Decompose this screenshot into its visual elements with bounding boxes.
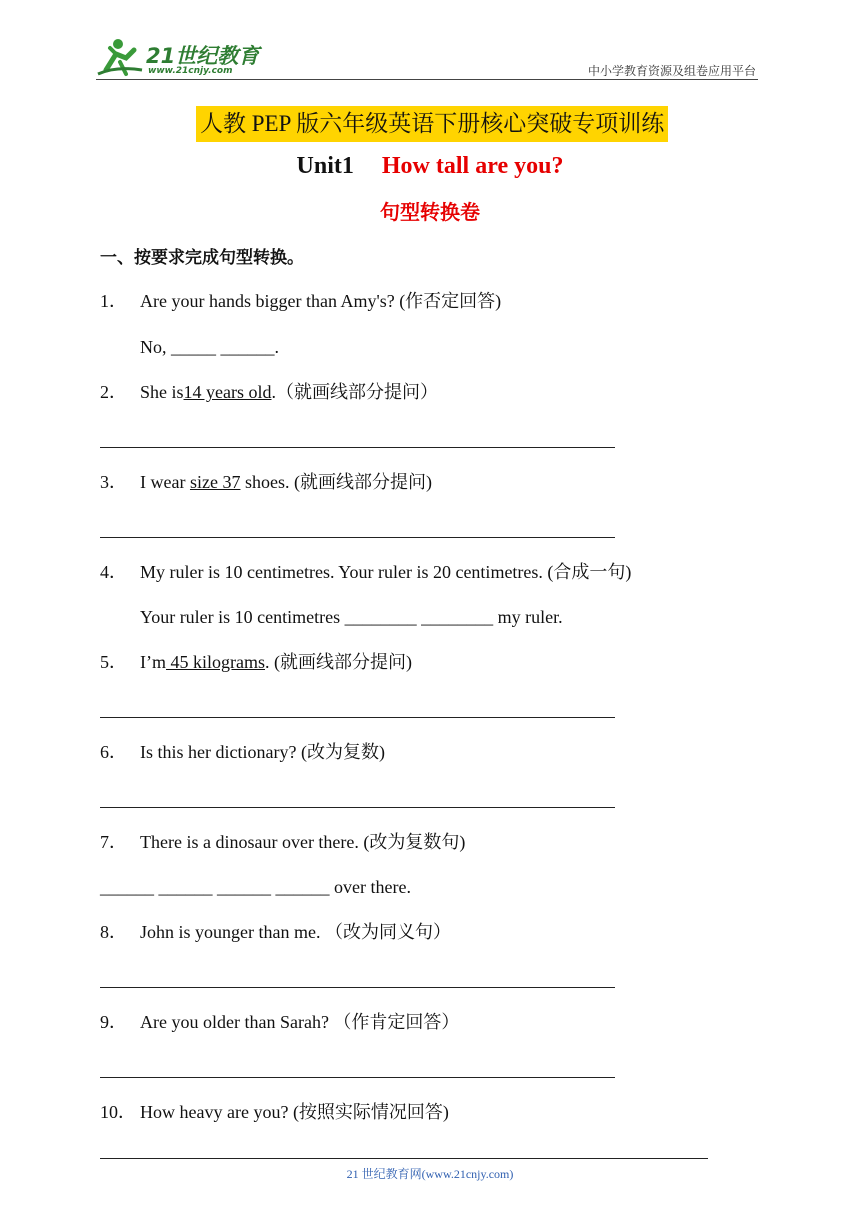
question-text: I wear <box>140 472 190 492</box>
question-1-answer-line[interactable]: No, _____ ______. <box>140 337 279 357</box>
footer-text[interactable]: 21 世纪教育网(www.21cnjy.com) <box>346 1167 514 1181</box>
footer-divider <box>100 1158 708 1159</box>
question-1 <box>100 288 501 314</box>
question-text: She is <box>140 382 184 402</box>
question-3 <box>100 469 432 495</box>
question-7 <box>100 829 465 855</box>
question-number: 4． <box>100 562 127 582</box>
question-text: Are you older than Sarah? （作肯定回答） <box>140 1012 460 1032</box>
question-9-answer-rule[interactable] <box>100 1077 615 1078</box>
question-instruction: . (就画线部分提问) <box>265 652 412 672</box>
question-text: There is a dinosaur over there. (改为复数句) <box>140 832 466 852</box>
unit-heading <box>0 148 860 184</box>
question-instruction: shoes. (就画线部分提问) <box>240 472 432 492</box>
question-6 <box>100 739 385 765</box>
underlined-phrase: size 37 <box>189 472 241 492</box>
question-text: John is younger than me. （改为同义句） <box>140 922 451 942</box>
question-text: Is this her dictionary? (改为复数) <box>140 742 385 762</box>
question-number: 7． <box>100 832 127 852</box>
question-text: How heavy are you? (按照实际情况回答) <box>140 1102 449 1122</box>
question-7-answer-line[interactable]: ______ ______ ______ ______ over there. <box>100 877 411 897</box>
section-heading: 一、按要求完成句型转换。 <box>100 248 304 268</box>
question-9 <box>100 1009 459 1035</box>
question-10 <box>100 1099 449 1125</box>
question-2-answer-rule[interactable] <box>100 447 615 448</box>
question-4 <box>100 559 631 585</box>
question-5 <box>100 649 412 675</box>
question-text: I’m <box>140 652 166 672</box>
question-text: Are your hands bigger than Amy's? (作否定回答) <box>140 291 502 311</box>
question-text: My ruler is 10 centimetres. Your ruler is 20 centimetres. (合成一句) <box>140 562 632 582</box>
unit-title: How tall are you? <box>381 153 564 179</box>
question-6-answer-rule[interactable] <box>100 807 615 808</box>
header-divider <box>96 79 758 80</box>
question-number: 2． <box>100 382 127 402</box>
underlined-phrase: 14 years old <box>183 382 272 402</box>
question-number: 3． <box>100 472 127 492</box>
logo-url: www.21cnjy.com <box>148 66 233 76</box>
logo-text: 21世纪教育 <box>146 44 260 68</box>
question-number: 9． <box>100 1012 127 1032</box>
unit-number: Unit1 <box>296 153 354 179</box>
title-banner: 人教 PEP 版六年级英语下册核心突破专项训练 <box>196 106 668 142</box>
question-number: 1． <box>100 291 127 311</box>
question-number: 10． <box>100 1102 136 1122</box>
question-3-answer-rule[interactable] <box>100 537 615 538</box>
question-instruction: .（就画线部分提问） <box>271 382 438 402</box>
paper-type: 句型转换卷 <box>380 200 480 224</box>
question-5-answer-rule[interactable] <box>100 717 615 718</box>
question-8-answer-rule[interactable] <box>100 987 615 988</box>
question-number: 6． <box>100 742 127 762</box>
question-2 <box>100 379 438 405</box>
question-8 <box>100 919 451 945</box>
question-number: 5． <box>100 652 127 672</box>
question-number: 8． <box>100 922 127 942</box>
underlined-phrase: 45 kilograms <box>166 652 265 672</box>
question-4-answer-line[interactable]: Your ruler is 10 centimetres ________ ________ my ruler. <box>140 607 563 627</box>
site-logo <box>96 36 266 80</box>
header-platform-text: 中小学教育资源及组卷应用平台 <box>587 64 756 78</box>
